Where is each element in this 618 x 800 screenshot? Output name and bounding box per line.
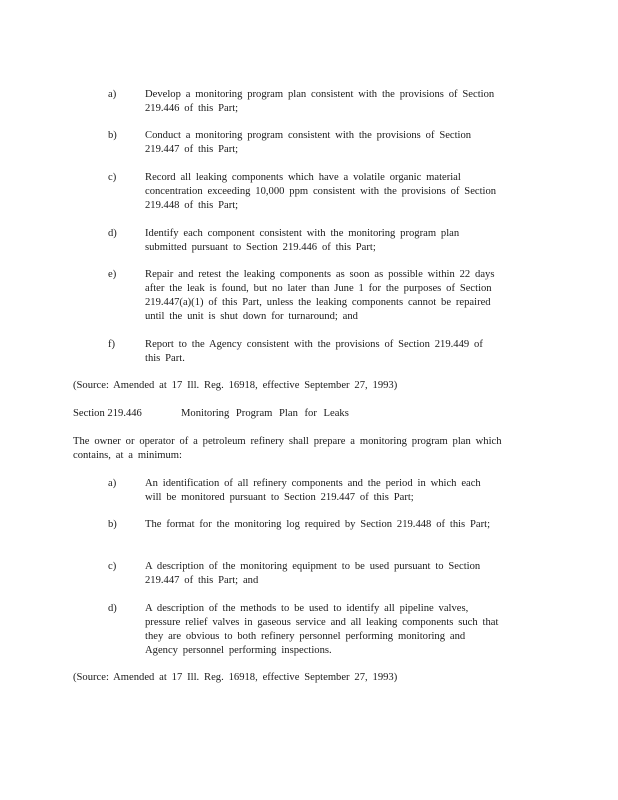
item-label: a) — [108, 89, 117, 100]
item-text: Record all leaking components which have a volatile organic material concentration exceeding 10,000 ppm consistent with the provisions of Section 219.448 of this Part; — [145, 172, 497, 211]
section-title: Monitoring Program Plan for Leaks — [181, 408, 349, 419]
item-label: e) — [108, 269, 117, 280]
item-label: b) — [108, 519, 117, 530]
item-label: f) — [108, 339, 116, 350]
item-label: a) — [108, 478, 117, 489]
item-text: Develop a monitoring program plan consistent with the provisions of Section 219.446 of this Part; — [145, 89, 495, 114]
item-text: A description of the monitoring equipment to be used pursuant to Section 219.447 of this Part; and — [145, 561, 481, 586]
source-note: (Source: Amended at 17 Ill. Reg. 16918, effective September 27, 1993) — [73, 380, 398, 391]
item-text: Conduct a monitoring program consistent with the provisions of Section 219.447 of this Part; — [145, 130, 472, 155]
intro-paragraph: The owner or operator of a petroleum refinery shall prepare a monitoring program plan which contains, at a minimum: — [73, 436, 502, 461]
item-text: The format for the monitoring log required by Section 219.448 of this Part; — [145, 519, 491, 530]
item-label: d) — [108, 603, 117, 614]
item-label: d) — [108, 228, 117, 239]
item-text: Repair and retest the leaking components as soon as possible within 22 days after the leak is found, but no later than June 1 for the purposes of Section 219.447(a)(1) of this Part, unless the leaking components cannot be repaired until the unit is shut down for turnaround; and — [145, 269, 495, 322]
item-text: Report to the Agency consistent with the provisions of Section 219.449 of this Part. — [145, 339, 483, 364]
source-note: (Source: Amended at 17 Ill. Reg. 16918, effective September 27, 1993) — [73, 672, 398, 683]
item-label: c) — [108, 172, 117, 183]
item-label: c) — [108, 561, 117, 572]
item-label: b) — [108, 130, 117, 141]
item-text: An identification of all refinery components and the period in which each will be monitored pursuant to Section 219.447 of this Part; — [145, 478, 481, 503]
item-text: A description of the methods to be used to identify all pipeline valves, pressure relief valves in gaseous service and all leaking components such that they are obvious to both refinery personnel performing monitoring and Agency personnel performing inspections. — [145, 603, 499, 656]
section-number: Section 219.446 — [73, 408, 142, 419]
item-text: Identify each component consistent with the monitoring program plan submitted pursuant to Section 219.446 of this Part; — [145, 228, 460, 253]
